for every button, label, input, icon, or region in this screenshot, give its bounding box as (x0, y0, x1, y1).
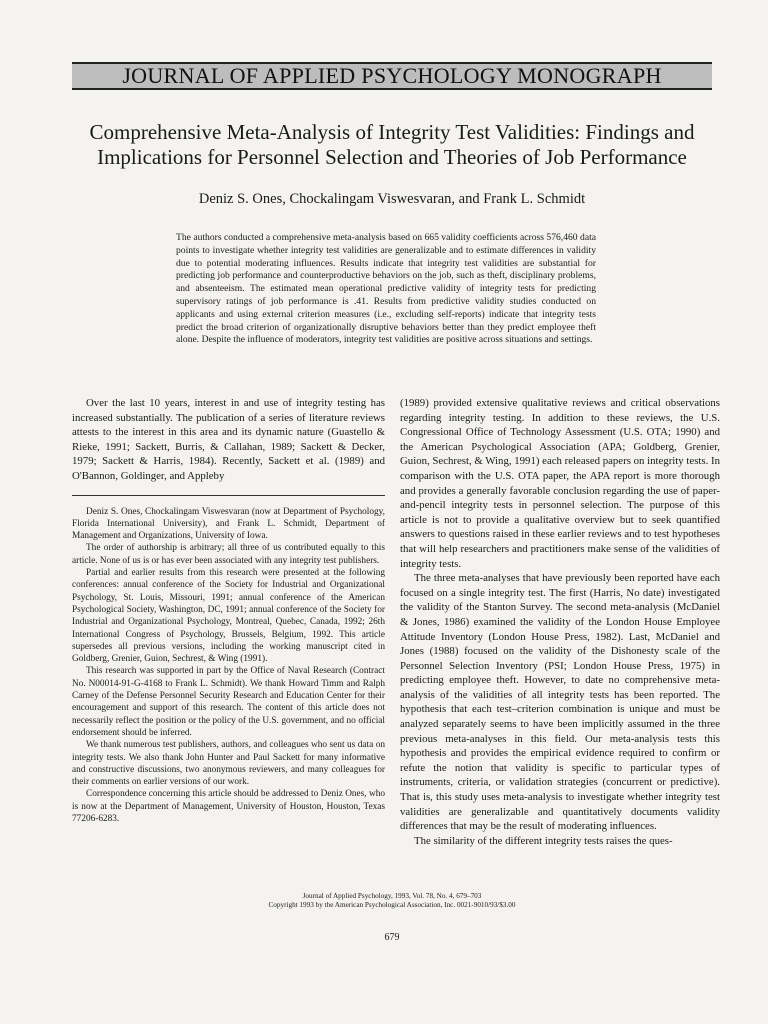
journal-banner: JOURNAL OF APPLIED PSYCHOLOGY MONOGRAPH (72, 62, 712, 90)
title-line-1: Comprehensive Meta-Analysis of Integrity Test Validities: Findings and (89, 120, 695, 144)
body-paragraph-3: The similarity of the different integrity tests raises the ques- (414, 834, 673, 847)
body-paragraph-1: (1989) provided extensive qualitative reviews and critical observations regarding integrity testing. In addition to these reviews, the U.S. Congressional Office of Technology Assessment (U.S. OTA; 1990) and the American Psychological Association (APA; Goldberg, Grenier, Guion, Sechrest, & Wing, 1991) each released papers on integrity tests. In comparison with the U.S. OTA paper, the APA report is more thorough and provides a generally favorable conclusion regarding the use of paper-and-pencil integrity tests in personnel selection. The purpose of this article is not to provide a qualitative overview but to seek quantified answers to questions raised in these earlier reviews and to test hypotheses that will help researchers and practitioners make sense of the validities of integrity tests. (400, 397, 720, 570)
footnote-affiliations: Deniz S. Ones, Chockalingam Viswesvaran (now at Department of Psychology, Florida International University), and Frank L. Schmidt, Department of Management and Organizations, University of Iowa. (72, 506, 385, 542)
footnote-authorship: The order of authorship is arbitrary; all three of us contributed equally to this article. None of us is or has ever been associated with any integrity test publishers. (72, 543, 385, 566)
author-list: Deniz S. Ones, Chockalingam Viswesvaran, and Frank L. Schmidt (198, 191, 586, 207)
journal-footer (72, 892, 712, 910)
left-column (72, 396, 385, 825)
footnote-correspondence: Correspondence concerning this article should be addressed to Deniz Ones, who is now at the Department of Management, University of Houston, Houston, Texas 77206-6283. (72, 789, 385, 824)
intro-paragraph: Over the last 10 years, interest in and use of integrity testing has increased substantially. The publication of a series of literature reviews attests to the interest in this area and its dynamic nature (Guastello & Rieke, 1991; Sackett, Burris, & Callahan, 1989; Sackett & Decker, 1979; Sackett & Harris, 1984). Recently, Sackett et al. (1989) and O'Bannon, Goldinger, and Appleby (72, 397, 385, 482)
footnote-divider (72, 495, 385, 496)
footnote-conferences: Partial and earlier results from this research were presented at the following conferences: annual conference of the Society for Industrial and Organizational Psychology, St. Louis, Missouri, 1991; annual conference of the American Psychological Society, Washington, DC, 1991; annual conference of the Society for Industrial and Organizational Psychology, Montreal, Quebec, Canada, 1992; 26th International Congress of Psychology, Brussels, Belgium, 1992. This article supersedes all previous versions, including the working manuscript cited in Goldberg, Grenier, Guion, Sechrest, & Wing (1991). (72, 568, 385, 665)
article-title (72, 120, 712, 170)
body-paragraph-2: The three meta-analyses that have previously been reported have each focused on a single integrity test. The first (Harris, No date) investigated the validity of the Stanton Survey. The second meta-analysis (McDaniel & Jones, 1986) examined the validity of the London House Employee Attitude Inventory (London House Press, 1982). Last, McDaniel and Jones (1988) focused on the validity of the Dishonesty scale of the Personnel Selection Inventory (PSI; London House Press, 1975) in predicting employee theft. However, to date no comprehensive meta-analysis of the validities of all integrity tests has been reported. The hypothesis that each test–criterion combination is unique and must be analyzed separately seems to have been implicitly assumed in the three previous meta-analyses in this field. Our meta-analysis tests this hypothesis and provides the empirical evidence required to confirm or refute the notion that validity is specific to particular types of instruments, criteria, or validation strategies (concurrent or predictive). That is, this study uses meta-analysis to investigate whether integrity test validities are generalizable and quantitatively documents validity differences that may be the result of moderating influences. (400, 572, 720, 833)
title-line-2: Implications for Personnel Selection and Theories of Job Performance (97, 145, 687, 169)
journal-citation: Journal of Applied Psychology, 1993, Vol. 78, No. 4, 679–703 (302, 892, 482, 900)
page-number: 679 (384, 932, 400, 943)
footnote-acknowledgments: We thank numerous test publishers, authors, and colleagues who sent us data on integrity tests. We also thank John Hunter and Paul Sackett for many informative and constructive discussions, two anonymous reviewers, and many colleagues for their comments on earlier versions of our work. (72, 740, 385, 788)
abstract: The authors conducted a comprehensive meta-analysis based on 665 validity coefficients across 576,460 data points to investigate whether integrity test validities are generalizable and to estimate differences in validity due to potential moderating influences. Results indicate that integrity test validities are substantial for predicting job performance and counterproductive behaviors on the job, such as theft, disciplinary problems, and absenteeism. The estimated mean operational predictive validity of integrity tests for predicting supervisory ratings of job performance is .41. Results from predictive validity studies conducted on applicants and using external criterion measures (i.e., excluding self-reports) indicate that integrity tests predict the broad criterion of organizationally disruptive behaviors better than they predict employee theft alone. Despite the influence of moderators, integrity test validities are positive across situations and settings. (176, 232, 596, 346)
copyright-notice: Copyright 1993 by the American Psychological Association, Inc. 0021-9010/93/$3.00 (268, 901, 516, 909)
footnote-funding: This research was supported in part by the Office of Naval Research (Contract No. N00014-91-G-4168 to Frank L. Schmidt). We thank Howard Timm and Ralph Carney of the Defense Personnel Security Research and Education Center for their encouragement and support of this research. The content of this article does not necessarily reflect the position or the policy of the U.S. government, and no official endorsement should be inferred. (72, 666, 385, 738)
right-column (400, 396, 720, 848)
